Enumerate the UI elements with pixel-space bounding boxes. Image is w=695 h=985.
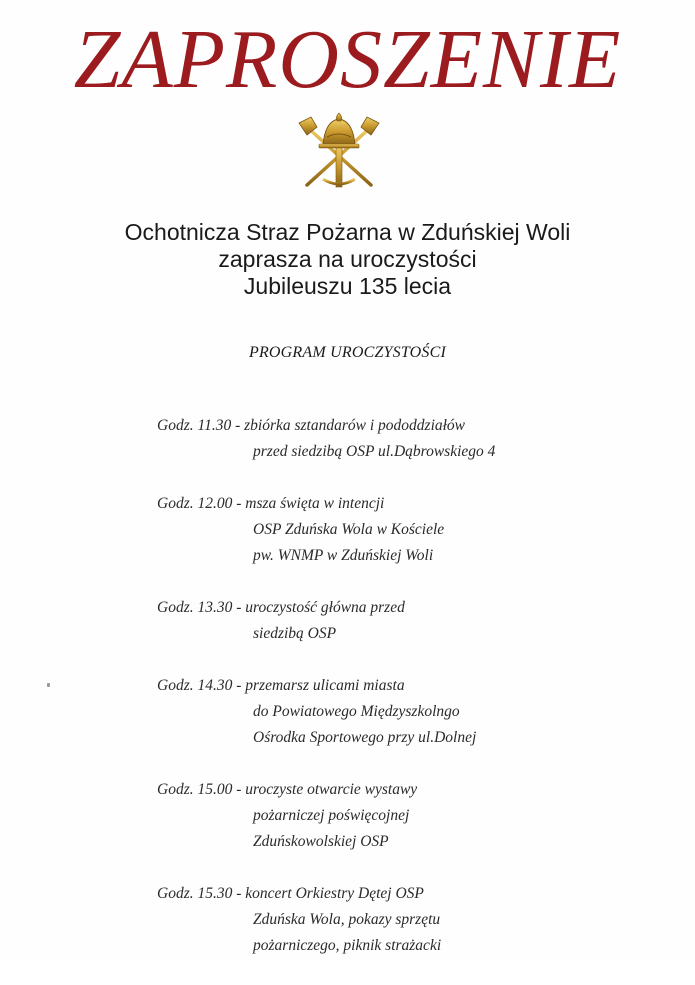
schedule-detail-line: Zduńska Wola, pokazy sprzętu: [253, 911, 441, 928]
schedule-detail-line: siedzibą OSP: [253, 625, 337, 642]
scan-speck: [47, 683, 50, 687]
schedule-detail-line: pw. WNMP w Zduńskiej Woli: [253, 547, 434, 564]
organization-line: Ochotnicza Straz Pożarna w Zduńskiej Woli: [124, 219, 571, 245]
fire-brigade-emblem-icon: [289, 109, 389, 191]
organization-line: zaprasza na uroczystości: [218, 246, 477, 272]
schedule-detail-line: do Powiatowego Międzyszkolngo: [253, 703, 460, 720]
schedule-detail-line: OSP Zduńska Wola w Kościele: [253, 521, 445, 538]
schedule-time-line: Godz. 14.30 - przemarsz ulicami miasta: [157, 677, 405, 694]
schedule-item: [157, 777, 657, 855]
schedule-time-line: Godz. 15.00 - uroczyste otwarcie wystawy: [157, 781, 418, 798]
schedule-detail-line: Ośrodka Sportowego przy ul.Dolnej: [253, 729, 477, 746]
schedule-detail-line: przed siedzibą OSP ul.Dąbrowskiego 4: [253, 443, 496, 460]
schedule-detail-line: pożarniczej poświęcojnej: [253, 807, 410, 824]
schedule-item: [157, 491, 657, 569]
program-heading: PROGRAM UROCZYSTOŚCI: [248, 344, 447, 361]
schedule-time-line: Godz. 13.30 - uroczystość główna przed: [157, 599, 405, 616]
organization-line: Jubileuszu 135 lecia: [243, 273, 452, 299]
schedule-time-line: Godz. 12.00 - msza święta w intencji: [157, 495, 385, 512]
schedule-item: [157, 595, 657, 647]
schedule-time-line: Godz. 11.30 - zbiórka sztandarów i pododdziałów: [157, 417, 466, 434]
organization-block: [0, 219, 695, 300]
program-schedule: [157, 413, 657, 985]
schedule-item: [157, 673, 657, 751]
schedule-detail-line: pożarniczego, piknik strażacki: [253, 937, 442, 954]
schedule-time-line: Godz. 15.30 - koncert Orkiestry Dętej OSP: [157, 885, 424, 902]
schedule-item: [157, 881, 657, 959]
schedule-detail-line: Zduńskowolskiej OSP: [253, 833, 389, 850]
schedule-item: [157, 413, 657, 465]
page-title: ZAPROSZENIE: [73, 13, 622, 106]
